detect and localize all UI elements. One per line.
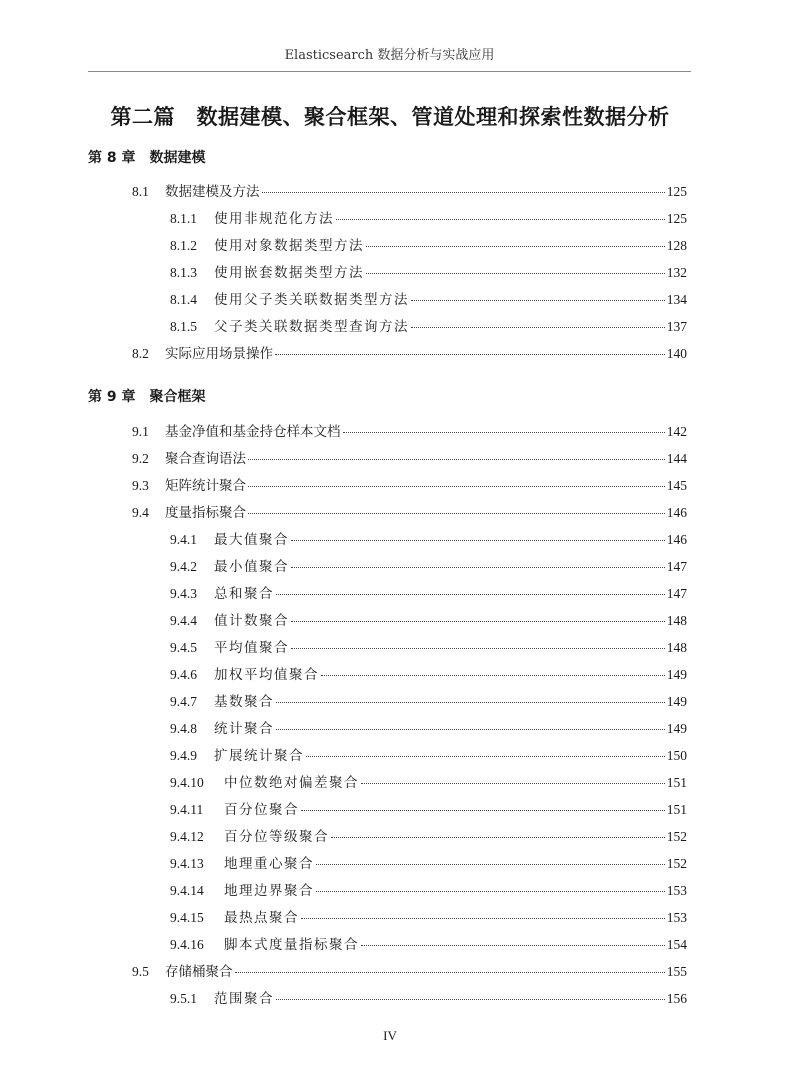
section-title: 基数聚合 bbox=[214, 694, 274, 710]
section-title: 扩展统计聚合 bbox=[214, 748, 304, 764]
dot-leader bbox=[262, 192, 665, 193]
toc-entry[interactable] bbox=[170, 234, 687, 254]
page-number: 140 bbox=[666, 346, 687, 361]
page-number: 153 bbox=[666, 910, 687, 925]
section-title: 度量指标聚合 bbox=[165, 505, 246, 521]
section-title: 最大值聚合 bbox=[214, 532, 289, 548]
section-number: 9.4.11 bbox=[170, 802, 204, 817]
section-title: 中位数绝对偏差聚合 bbox=[224, 775, 359, 791]
toc-entry[interactable] bbox=[132, 960, 687, 980]
folio-page-number: IV bbox=[383, 1028, 397, 1043]
section-number: 9.1 bbox=[132, 424, 149, 439]
toc-entry[interactable] bbox=[132, 474, 687, 494]
dot-leader bbox=[343, 432, 665, 433]
page-number: 142 bbox=[666, 424, 687, 439]
page-number: 153 bbox=[666, 883, 687, 898]
section-title: 脚本式度量指标聚合 bbox=[224, 937, 359, 953]
section-title: 使用嵌套数据类型方法 bbox=[214, 265, 364, 281]
section-title: 数据建模及方法 bbox=[165, 184, 260, 200]
toc-entry[interactable] bbox=[132, 420, 687, 440]
toc-entry[interactable] bbox=[170, 261, 687, 281]
section-number: 8.1.5 bbox=[170, 319, 197, 334]
toc-entry[interactable] bbox=[170, 771, 687, 791]
toc-entry[interactable] bbox=[170, 906, 687, 926]
toc-entry[interactable] bbox=[170, 987, 687, 1007]
page-number: 151 bbox=[666, 802, 687, 817]
page-number: 149 bbox=[666, 694, 687, 709]
dot-leader bbox=[316, 891, 665, 892]
part-title: 第二篇 数据建模、聚合框架、管道处理和探索性数据分析 bbox=[110, 104, 670, 129]
page-number: 154 bbox=[666, 937, 687, 952]
page-number: 137 bbox=[666, 319, 687, 334]
toc-entry[interactable] bbox=[170, 207, 687, 227]
section-title: 范围聚合 bbox=[214, 991, 274, 1007]
toc-entry[interactable] bbox=[170, 744, 687, 764]
section-number: 9.4.3 bbox=[170, 586, 197, 601]
section-number: 9.4.2 bbox=[170, 559, 197, 574]
section-title: 基金净值和基金持仓样本文档 bbox=[165, 424, 341, 440]
toc-entry[interactable] bbox=[170, 663, 687, 683]
page-number: 148 bbox=[666, 613, 687, 628]
dot-leader bbox=[336, 219, 665, 220]
section-title: 使用非规范化方法 bbox=[214, 211, 334, 227]
dot-leader bbox=[248, 459, 665, 460]
section-number: 9.4.1 bbox=[170, 532, 197, 547]
section-number: 9.4.14 bbox=[170, 883, 204, 898]
toc-entry[interactable] bbox=[132, 180, 687, 200]
section-title: 最小值聚合 bbox=[214, 559, 289, 575]
section-title: 最热点聚合 bbox=[224, 910, 299, 926]
section-title: 实际应用场景操作 bbox=[165, 346, 273, 362]
section-number: 9.2 bbox=[132, 451, 149, 466]
page-number: 146 bbox=[666, 505, 687, 520]
page-number: 149 bbox=[666, 667, 687, 682]
section-number: 9.4.16 bbox=[170, 937, 204, 952]
toc-entry[interactable] bbox=[170, 528, 687, 548]
page-number: 134 bbox=[666, 292, 687, 307]
section-number: 8.2 bbox=[132, 346, 149, 361]
section-title: 统计聚合 bbox=[214, 721, 274, 737]
toc-entry[interactable] bbox=[170, 690, 687, 710]
toc-entry[interactable] bbox=[170, 582, 687, 602]
toc-entry[interactable] bbox=[170, 609, 687, 629]
section-number: 9.5.1 bbox=[170, 991, 197, 1006]
page-number: 152 bbox=[666, 829, 687, 844]
page-number: 155 bbox=[666, 964, 687, 979]
toc-entry[interactable] bbox=[170, 933, 687, 953]
dot-leader bbox=[276, 594, 665, 595]
dot-leader bbox=[306, 756, 665, 757]
dot-leader bbox=[361, 945, 665, 946]
dot-leader bbox=[248, 513, 665, 514]
section-number: 9.4.9 bbox=[170, 748, 197, 763]
section-number: 9.4 bbox=[132, 505, 149, 520]
section-title: 总和聚合 bbox=[214, 586, 274, 602]
page-number: 144 bbox=[666, 451, 687, 466]
toc-entry[interactable] bbox=[132, 447, 687, 467]
page-number: 152 bbox=[666, 856, 687, 871]
dot-leader bbox=[366, 246, 665, 247]
section-number: 8.1.2 bbox=[170, 238, 197, 253]
section-title: 存储桶聚合 bbox=[165, 964, 233, 980]
section-title: 地理重心聚合 bbox=[224, 856, 314, 872]
dot-leader bbox=[248, 486, 665, 487]
toc-entry[interactable] bbox=[170, 798, 687, 818]
page-number: 125 bbox=[666, 211, 687, 226]
dot-leader bbox=[321, 675, 665, 676]
chapter-title: 数据建模 bbox=[149, 150, 206, 166]
dot-leader bbox=[361, 783, 665, 784]
section-title: 聚合查询语法 bbox=[165, 451, 246, 467]
toc-entry[interactable] bbox=[170, 717, 687, 737]
section-number: 9.4.10 bbox=[170, 775, 204, 790]
dot-leader bbox=[366, 273, 665, 274]
dot-leader bbox=[291, 540, 665, 541]
dot-leader bbox=[275, 354, 665, 355]
dot-leader bbox=[331, 837, 665, 838]
dot-leader bbox=[276, 999, 665, 1000]
dot-leader bbox=[235, 972, 665, 973]
dot-leader bbox=[411, 300, 665, 301]
dot-leader bbox=[291, 648, 665, 649]
page-number: 147 bbox=[666, 559, 687, 574]
dot-leader bbox=[276, 729, 665, 730]
section-number: 9.3 bbox=[132, 478, 149, 493]
section-title: 值计数聚合 bbox=[214, 613, 289, 629]
page-number: 148 bbox=[666, 640, 687, 655]
chapter-heading bbox=[88, 386, 206, 406]
toc-entry[interactable] bbox=[170, 879, 687, 899]
section-title: 使用对象数据类型方法 bbox=[214, 238, 364, 254]
dot-leader bbox=[316, 864, 665, 865]
dot-leader bbox=[301, 810, 665, 811]
toc-entry[interactable] bbox=[170, 852, 687, 872]
toc-entry[interactable] bbox=[170, 288, 687, 308]
chapter-number: 第 9 章 bbox=[88, 389, 136, 405]
section-number: 8.1.1 bbox=[170, 211, 197, 226]
page-number: 156 bbox=[666, 991, 687, 1006]
section-number: 9.5 bbox=[132, 964, 149, 979]
section-title: 父子类关联数据类型查询方法 bbox=[214, 319, 409, 335]
section-number: 9.4.15 bbox=[170, 910, 204, 925]
dot-leader bbox=[276, 702, 665, 703]
chapter-heading bbox=[88, 147, 206, 167]
page-number: 150 bbox=[666, 748, 687, 763]
section-number: 8.1 bbox=[132, 184, 149, 199]
section-title: 矩阵统计聚合 bbox=[165, 478, 246, 494]
section-title: 百分位聚合 bbox=[224, 802, 299, 818]
section-number: 9.4.6 bbox=[170, 667, 197, 682]
toc-entry[interactable] bbox=[170, 315, 687, 335]
header-divider bbox=[88, 71, 691, 72]
toc-entry[interactable] bbox=[170, 636, 687, 656]
toc-entry[interactable] bbox=[132, 342, 687, 362]
section-title: 百分位等级聚合 bbox=[224, 829, 329, 845]
section-title: 使用父子类关联数据类型方法 bbox=[214, 292, 409, 308]
chapter-number: 第 8 章 bbox=[88, 150, 136, 166]
page-number: 132 bbox=[666, 265, 687, 280]
section-number: 9.4.4 bbox=[170, 613, 197, 628]
section-number: 9.4.8 bbox=[170, 721, 197, 736]
dot-leader bbox=[411, 327, 665, 328]
chapter-title: 聚合框架 bbox=[149, 389, 206, 405]
page-number: 125 bbox=[666, 184, 687, 199]
running-header: Elasticsearch 数据分析与实战应用 bbox=[284, 48, 495, 63]
section-number: 9.4.5 bbox=[170, 640, 197, 655]
toc-entry[interactable] bbox=[132, 501, 687, 521]
toc-entry[interactable] bbox=[170, 555, 687, 575]
page-number: 145 bbox=[666, 478, 687, 493]
page-number: 149 bbox=[666, 721, 687, 736]
section-number: 9.4.12 bbox=[170, 829, 204, 844]
section-number: 8.1.3 bbox=[170, 265, 197, 280]
toc-entry[interactable] bbox=[170, 825, 687, 845]
dot-leader bbox=[291, 567, 665, 568]
section-title: 加权平均值聚合 bbox=[214, 667, 319, 683]
page-number: 147 bbox=[666, 586, 687, 601]
dot-leader bbox=[301, 918, 665, 919]
page-number: 151 bbox=[666, 775, 687, 790]
section-number: 8.1.4 bbox=[170, 292, 197, 307]
page-number: 128 bbox=[666, 238, 687, 253]
section-number: 9.4.13 bbox=[170, 856, 204, 871]
dot-leader bbox=[291, 621, 665, 622]
section-number: 9.4.7 bbox=[170, 694, 197, 709]
page-number: 146 bbox=[666, 532, 687, 547]
section-title: 平均值聚合 bbox=[214, 640, 289, 656]
section-title: 地理边界聚合 bbox=[224, 883, 314, 899]
